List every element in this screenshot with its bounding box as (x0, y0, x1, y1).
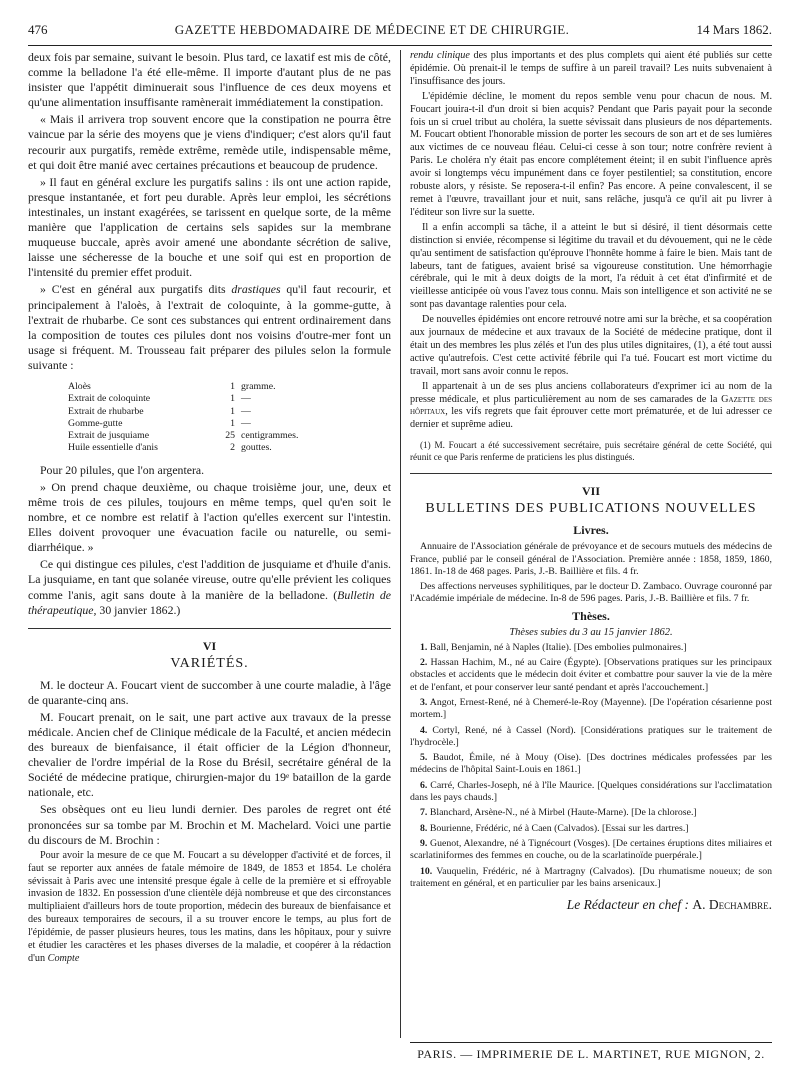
thesis-entry (410, 838, 772, 863)
paragraph: Pour 20 pilules, que l'on argentera. (40, 462, 205, 477)
section-title: BULLETINS DES PUBLICATIONS NOUVELLES (425, 501, 757, 517)
thesis-entry (410, 725, 772, 750)
thesis-entry (410, 823, 772, 835)
editor-signature: Le Rédacteur en chef : A. Dechambre. (566, 897, 772, 913)
thesis-text: Blanchard, Arsène-N., né à Mirbel (Haute-Marne). [De la chlorose.] (429, 807, 697, 819)
paragraph: » Il faut en général exclure les purgatifs salins : ils ont une action rapide, presque instantanée, et fort peu durable. Après leur emploi, les sécrétions intestinales, un instant exagérées, se tarissent en quelque sorte, de la même manière que l'application de certains sels sapides sur la membrane muqueuse buccale, après avoir amené une abondante sécrétion de salive, laisse une sécheresse de la bouche et une soif qui est en proportion de l'intensité du premier effet produit. (28, 174, 391, 280)
issue-date: 14 Mars 1862. (696, 22, 772, 37)
page-number: 476 (28, 22, 48, 37)
unit: centigrammes. (241, 430, 299, 442)
thesis-text: Angot, Ernest-René, né à Chemeré-le-Roy (Mayenne). [De l'opération césarienne post mortem.] (410, 696, 772, 721)
text-span: Ce qui distingue ces pilules, c'est l'addition de jusquiame et d'huile d'anis. La jusquiame, en tant que solanée vireuse, outre qu'elle prévient les coliques comme l'anis, agit sans doute à la manière de la belladone. ( (28, 557, 391, 602)
speech-excerpt (410, 50, 772, 89)
emphasis: Compte (47, 952, 80, 964)
text-span: 30 janvier 1862.) (96, 602, 181, 617)
right-column (410, 50, 772, 1038)
editor-name: A. Dechambre. (692, 897, 772, 913)
text-span: Pour avoir la mesure de ce que M. Foucart a su développer d'activité et de forces, il faut se reporter aux années de fatale mémoire de 1849, de 1853 et 1854. Le choléra sévissait à Paris avec une intensité presque égale à celle de la première et si effroyable invasion de 1832. En possession d'une clientèle déjà nombreuse et que des circonstances multipliaient d'ailleurs hors de toute proportion, médecin des bureaux de bienfaisance et des bureaux temporaires de secours, il a su trouver encore le temps, au plus fort de l'épidémie, de passer plusieurs heures, tous les matins, dans les hôpitaux, pour y suivre et étudier les caractères et les phases diverses de la maladie, et coopérer à la rédaction d'un (28, 849, 391, 964)
column-divider (400, 50, 401, 1038)
section-title: VARIÉTÉS. (170, 655, 249, 671)
ingredient: Aloès (68, 380, 91, 392)
quantity: 1 (230, 380, 235, 392)
quantity: 25 (225, 430, 235, 442)
journal-name: Gazette des hôpitaux (410, 393, 772, 418)
thesis-number: 6. (420, 779, 428, 791)
section-rule (28, 628, 391, 629)
paragraph (28, 557, 391, 617)
speech-excerpt: De nouvelles épidémies ont encore retrouvé notre ami sur la brèche, et sa coopération aux journaux de médecine et aux travaux de la Société de médecine pratique, dont il était un des membres les plus zélés et l'un des plus utiles dignitaires, (1), a été tout aussi active qu'autrefois. C'est cette activité fébrile qui l'a tué. Foucart est mort victime du travail, mort sans avoir connu le repos. (410, 314, 772, 377)
section-number: VII (581, 484, 600, 499)
speech-excerpt: L'épidémie décline, le moment du repos semble venu pour chacun de nous. M. Foucart jouira-t-il d'un droit si bien acquis? Pendant que Paris payait pour la seconde fois un si cruel tribut au choléra, la suette sévissait dans plusieurs de nos départements. M. Foucart obtient l'honorable mission de porter les secours de son art et de ses lumières aux victimes de ce nouveau fléau. Celui-ci cesse à son tour; notre confrère revient à Paris. Le choléra n'y était pas encore complétement éteint; il en subit l'influence après avoir si longtemps vécu impunément dans ce foyer pestilentiel; sa constitution, encore robuste alors, y résiste. Se reposera-t-il enfin? Pas encore. A peine convalescent, il se remet à l'œuvre, travaillant jour et nuit, sans relâche, jusqu'à ce qu'il ait pu livrer à l'éditeur son livre sur la suette. (410, 90, 772, 218)
ingredient: Extrait de rhubarbe (68, 405, 144, 417)
recipe-row (68, 381, 391, 393)
thesis-number: 10. (420, 865, 433, 877)
thesis-text: Bourienne, Frédéric, né à Caen (Calvados). [Essai sur les dartres.] (429, 822, 689, 834)
paragraph: deux fois par semaine, suivant le besoin. Plus tard, ce laxatif est mis de côté, comme la belladone l'a été elle-même. Il importe d'autant plus de ne pas insister que l'appétit diminuerait sous l'influence de ces deux moyens et qu'une alimentation insuffisante ramènerait immédiatement la constipation. (28, 50, 391, 110)
thesis-entry (410, 642, 772, 654)
quantity: 1 (230, 393, 235, 405)
text-span: des plus importants et des plus complets qui aient été publiés sur cette épidémie. Où prenait-il le temps de suffire à un pareil travail? Les nuits subvenaient à l'insuffisance des jours. (410, 50, 772, 87)
book-entry: Annuaire de l'Association générale de prévoyance et de secours mutuels des médecins de France, publié par le conseil général de l'Association. Première année : 1858, 1859, 1860, 1861. In-18 de 468 pages. Paris, J.-B. Baillière et fils. 4 fr. (410, 541, 772, 577)
thesis-entry (410, 752, 772, 777)
footnote: (1) M. Foucart a été successivement secrétaire, puis secrétaire général de cette Société, qui réunit ce que Paris renferme de praticiens les plus distingués. (410, 440, 772, 462)
thesis-entry (410, 697, 772, 722)
left-column (28, 50, 391, 1038)
journal-title: GAZETTE HEBDOMADAIRE DE MÉDECINE ET DE CHIRURGIE. (174, 22, 570, 37)
thesis-number: 5. (420, 752, 428, 764)
theses-subheading: Thèses subies du 3 au 15 janvier 1862. (509, 626, 673, 638)
quantity: 2 (230, 442, 235, 454)
text-span: , les vifs regrets que fait éprouver cette mort prématurée, et de lui adresser ce dernier et suprême adieu. (410, 406, 772, 431)
paragraph: M. Foucart prenait, on le sait, une part active aux travaux de la presse médicale. Ancien chef de Clinique médicale de la Faculté, et ancien médecin des bureaux de bienfaisance, il était officier de la Légion d'honneur, chevalier de l'ordre impérial de la Rose du Brésil, secrétaire général de la Société de médecine pratique, chirurgien-major du 19ᵉ bataillon de la garde nationale, etc. (28, 709, 391, 800)
ingredient: Extrait de jusquiame (68, 430, 150, 442)
thesis-number: 3. (420, 696, 428, 708)
ingredient: Gomme-gutte (68, 417, 123, 429)
thesis-entry (410, 657, 772, 694)
books-heading: Livres. (573, 523, 609, 538)
thesis-number: 4. (420, 724, 428, 736)
thesis-entry (410, 780, 772, 805)
speech-excerpt (28, 850, 391, 966)
thesis-text: Ball, Benjamin, né à Naples (Italie). [Des embolies pulmonaires.] (429, 641, 687, 653)
recipe-row (68, 418, 391, 430)
thesis-number: 7. (420, 807, 428, 819)
recipe-row (68, 406, 391, 418)
paragraph: M. le docteur A. Foucart vient de succomber à une courte maladie, à l'âge de quarante-cinq ans. (28, 677, 391, 707)
columns (28, 50, 772, 1038)
unit: — (241, 393, 251, 405)
book-entry: Des affections nerveuses syphilitiques, par le docteur D. Zambaco. Ouvrage couronné par l'Académie impériale de médecine. In-8 de 596 pages. Paris, J.-B. Baillière et fils. 7 fr. (410, 581, 772, 605)
thesis-text: Baudot, Émile, né à Mouy (Oise). [Des doctrines médicales professées par les médecins de l'hôpital Saint-Louis en 1861.] (410, 752, 772, 776)
speech-excerpt (410, 381, 772, 433)
thesis-number: 9. (420, 837, 428, 849)
thesis-number: 1. (420, 641, 428, 653)
citation: Bulletin de thérapeutique, (28, 587, 391, 617)
speech-excerpt: Il a enfin accompli sa tâche, il a atteint le but si désiré, il tient désormais cette distinction si enviée, récompense si légitime du travail et du dévouement, qui ne le cède qu'au sentiment de satisfaction qu'éprouve l'honnête homme à faire le bien. Mais tant de labeurs, tant de fatigues, avaient brisé sa vigoureuse constitution. Une hémorrhagie cérébrale, qui le mit à deux doigts de la mort, l'a réduit à cet état d'infirmité et de vieillesse anticipée où vous l'avez tous connu. Mais son intelligence et son activité ne se sont pas davantage ralenties pour cela. (410, 221, 772, 311)
paragraph: Ses obsèques ont eu lieu lundi dernier. Des paroles de regret ont été prononcées sur sa tombe par M. Brochin et M. Machelard. Voici une partie du discours de M. Brochin : (28, 802, 391, 847)
emphasis: rendu clinique (410, 50, 470, 61)
footer-rule (410, 1042, 772, 1043)
text-span: qu'il faut recourir, et principalement à l'aloès, à l'extrait de coloquinte, à la gomme-gutte, à l'extrait de rhubarbe. Ce sont ces substances qui entrent ordinairement dans la composition de toutes ces pilules dont nos voisins d'outre-mer font un usage si fréquent. M. Trousseau fait préparer des pilules selon la formule suivante : (28, 282, 391, 372)
editor-label: Le Rédacteur en chef (566, 897, 682, 913)
quantity: 1 (230, 405, 235, 417)
unit: — (241, 417, 251, 429)
thesis-text: Vauquelin, Frédéric, né à Martragny (Calvados). [Du rhumatisme noueux; de son traitement en général, et en particulier par les bains arsenicaux.] (410, 865, 772, 889)
unit: — (241, 405, 251, 417)
thesis-text: Carré, Charles-Joseph, né à l'île Maurice. [Quelques considérations sur l'acclimatation dans les pays chauds.] (410, 779, 772, 804)
section-number: VI (202, 638, 217, 653)
paragraph: » On prend chaque deuxième, ou chaque troisième jour, une, deux et même trois de ces pilules, toujours en même temps, quel qu'en soit le nombre, et ce nombre est relatif à l'action qu'elles exercent sur l'intestin. Elles doivent provoquer une évacuation facile ou naturelle, ou semi-diarrhéique. » (28, 479, 391, 555)
recipe-row (68, 393, 391, 405)
page-header (28, 22, 772, 42)
thesis-entry (410, 807, 772, 819)
thesis-text: Guenot, Alexandre, né à Tignécourt (Vosges). [De certaines éruptions dites miliaires et scarlatiniformes des femmes en couche, ou de la scarlatinoïde puerpérale.] (410, 837, 772, 862)
ingredient: Extrait de coloquinte (68, 393, 151, 405)
ingredient: Huile essentielle d'anis (68, 442, 158, 454)
theses-heading: Thèses. (572, 608, 610, 623)
unit: gouttes. (241, 442, 272, 454)
section-rule (410, 473, 772, 474)
thesis-text: Hassan Hachim, M., né au Caire (Égypte). [Observations pratiques sur les principaux obstacles et accidents que le médecin doit éviter et combattre pour sauver la vie de la mère et de l'enfant, et pour conserver leur santé pendant et après l'accouchement.] (410, 657, 772, 693)
gazette-page (28, 22, 772, 1072)
unit: gramme. (241, 380, 276, 392)
thesis-number: 8. (420, 822, 428, 834)
paragraph: « Mais il arrivera trop souvent encore que la constipation ne pourra être vaincue par la série des moyens que je viens d'indiquer; c'est alors qu'il faut recourir aux purgatifs, remède extrême, remède utile, indispensable même, et qui doit être manié avec certaines précautions et beaucoup de prudence. (28, 112, 391, 172)
recipe-formula (68, 381, 391, 455)
header-rule (28, 45, 772, 46)
quantity: 1 (230, 417, 235, 429)
emphasis: drastiques (231, 282, 281, 297)
recipe-row (68, 430, 391, 442)
thesis-number: 2. (420, 657, 428, 669)
thesis-entry (410, 866, 772, 891)
text-span: » C'est en général aux purgatifs dits (40, 282, 232, 297)
paragraph (28, 282, 391, 373)
text-span: Il appartenait à un de ses plus anciens collaborateurs d'exprimer ici au nom de la presse médicale, et plus particulièrement au nom de ses camarades de la (410, 380, 772, 405)
page-footer (28, 1042, 772, 1072)
recipe-row (68, 442, 391, 454)
thesis-text: Cortyl, René, né à Cassel (Nord). [Considérations pratiques sur le traitement de l'hydrocèle.] (410, 724, 772, 748)
printer-imprint: PARIS. — IMPRIMERIE DE L. MARTINET, RUE MIGNON, 2. (417, 1047, 765, 1061)
